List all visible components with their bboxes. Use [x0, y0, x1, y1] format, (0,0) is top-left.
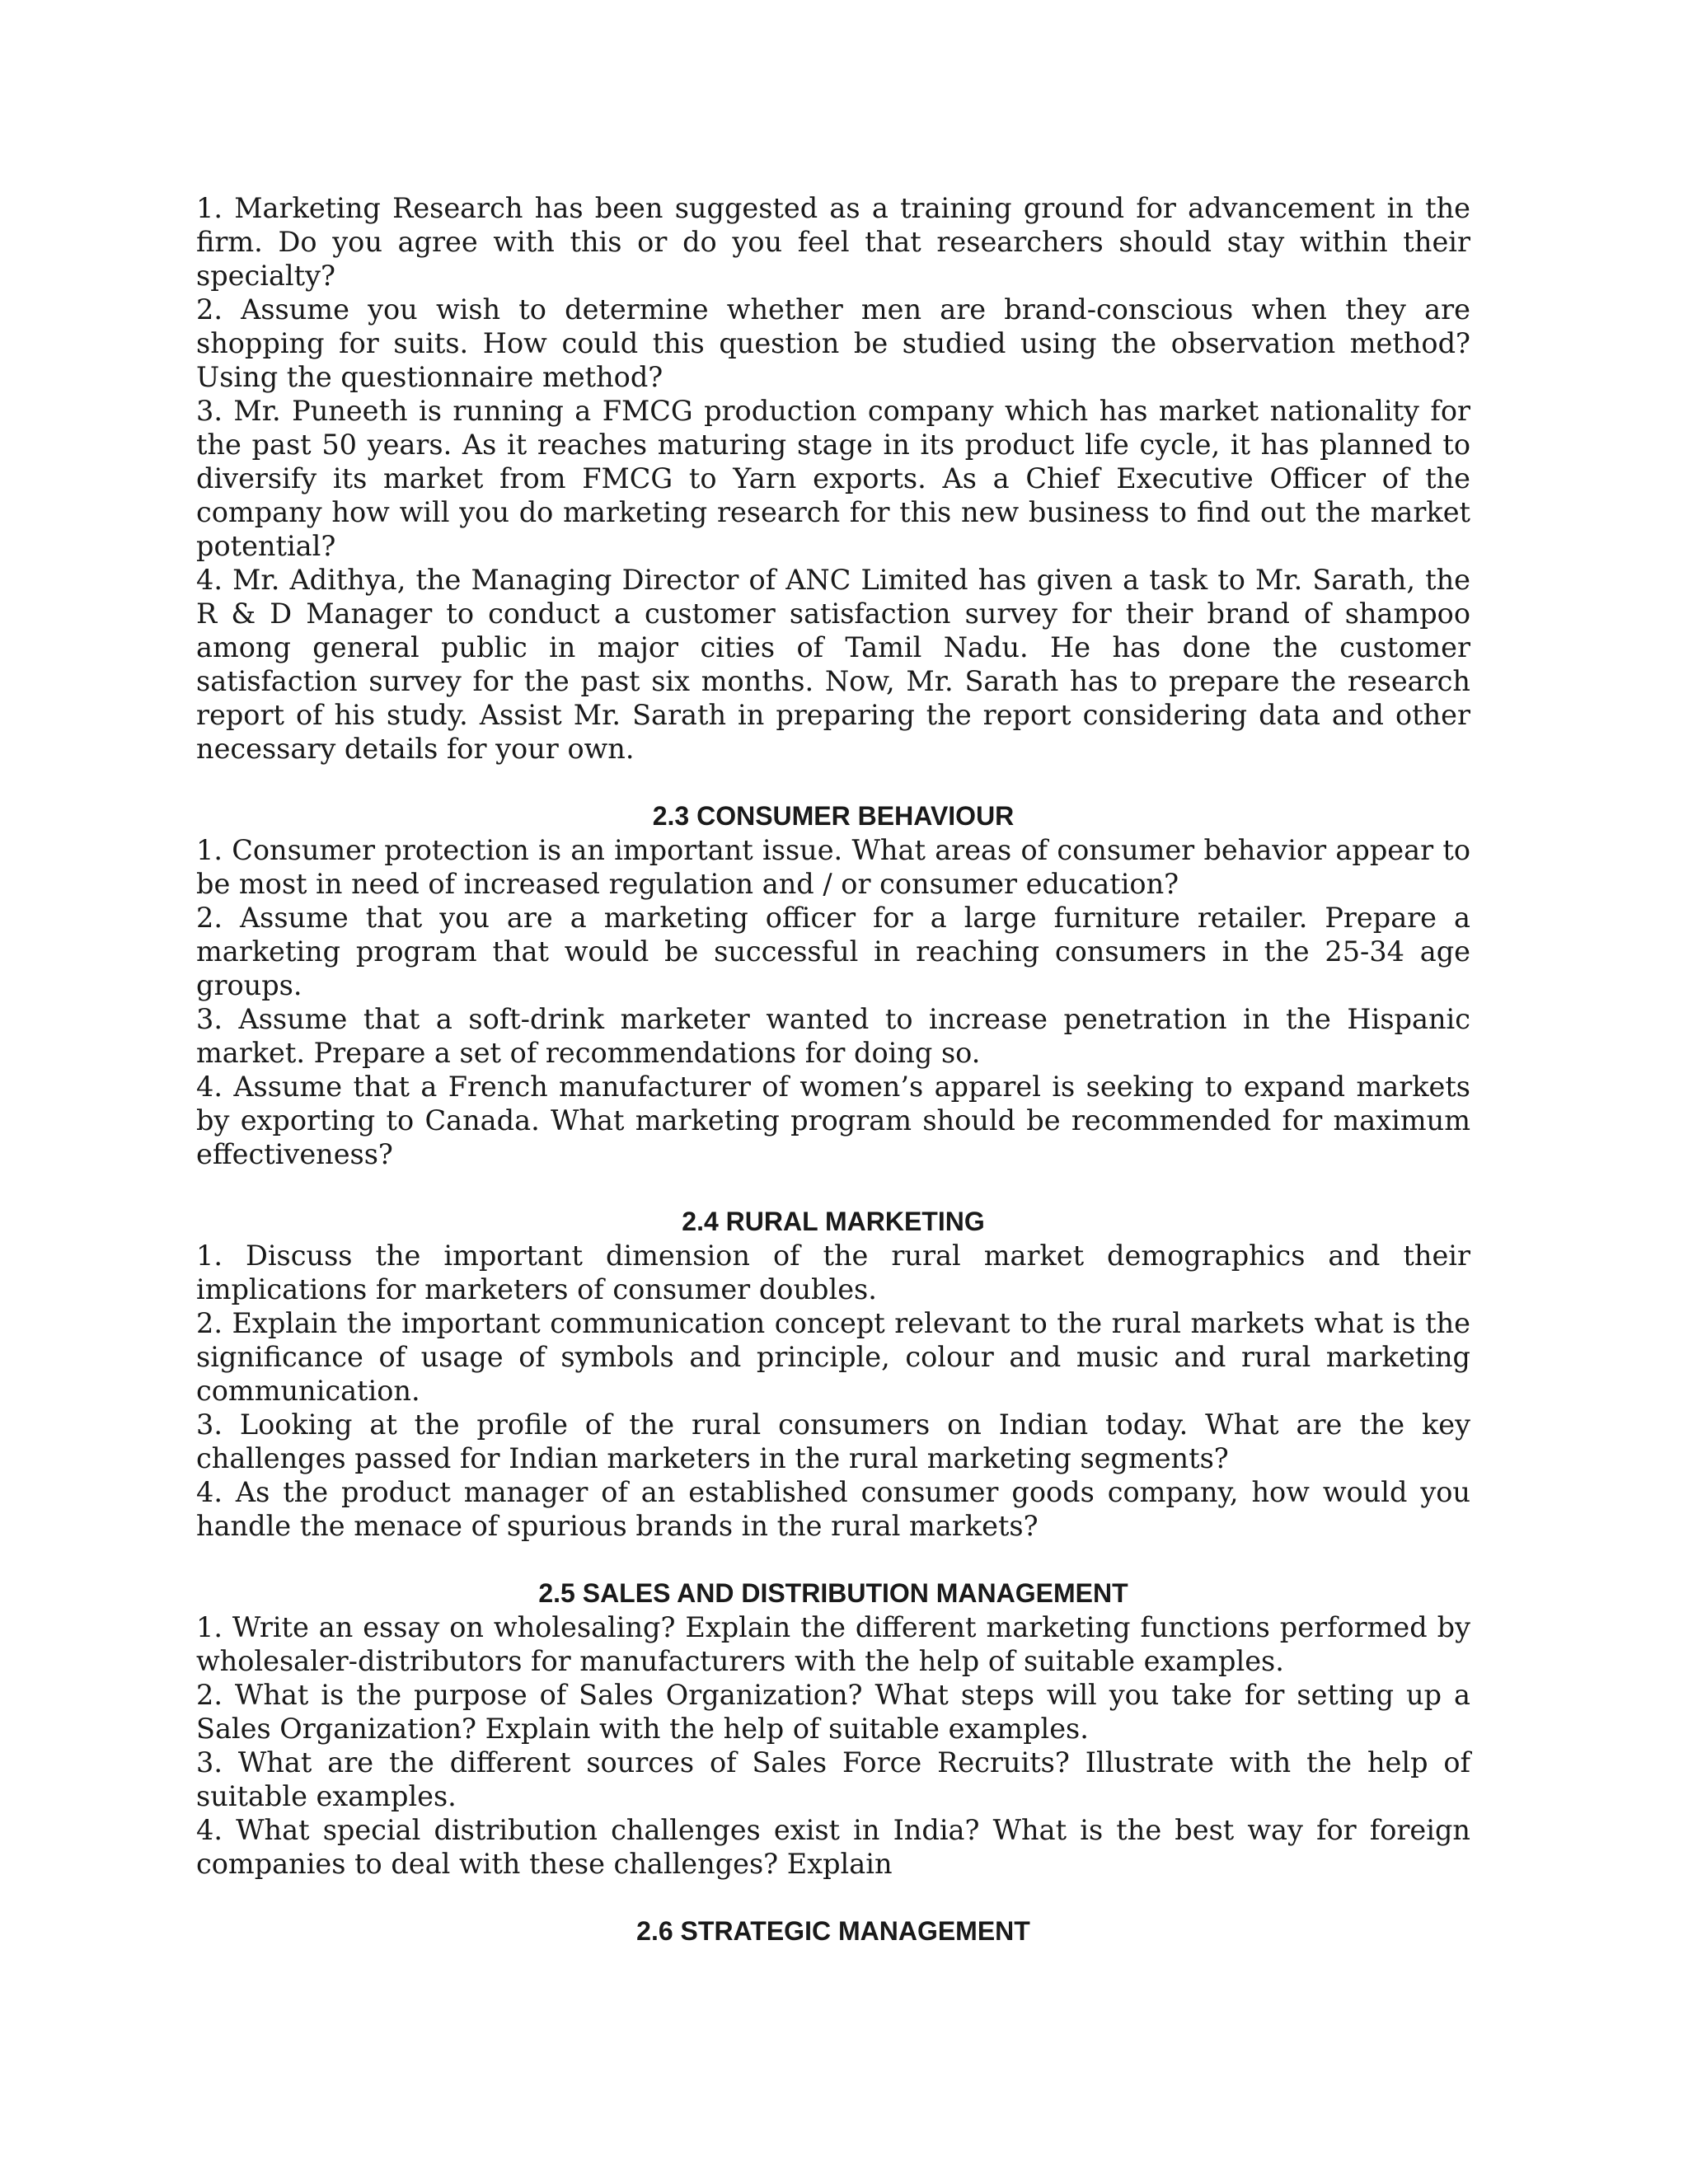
- question-item: 4. What special distribution challenges exist in India? What is the best way for foreign companies to deal with these challenges? Explain: [196, 1814, 1470, 1880]
- section-strategic-management: [196, 1915, 1470, 1948]
- intro-question-list: [196, 191, 1470, 766]
- question-item: 1. Marketing Research has been suggested as a training ground for advancement in the firm. Do you agree with this or do you feel that researchers should stay within their specialty?: [196, 192, 1470, 292]
- section-sales-distribution: [196, 1577, 1470, 1881]
- question-item: 3. Mr. Puneeth is running a FMCG production company which has market nationality for the past 50 years. As it reaches maturing stage in its product life cycle, it has planned to diversify its market from FMCG to Yarn exports. As a Chief Executive Officer of the company how will you do marketing research for this new business to find out the market potential?: [196, 395, 1470, 562]
- question-item: 1. Discuss the important dimension of the rural market demographics and their implications for marketers of consumer doubles.: [196, 1240, 1470, 1305]
- question-item: 4. Assume that a French manufacturer of women’s apparel is seeking to expand markets by exporting to Canada. What marketing program should be recommended for maximum effectiveness?: [196, 1071, 1470, 1170]
- question-item: 1. Consumer protection is an important issue. What areas of consumer behavior appear to be most in need of increased regulation and / or consumer education?: [196, 834, 1470, 900]
- section-heading: 2.5 SALES AND DISTRIBUTION MANAGEMENT: [538, 1578, 1128, 1608]
- section-heading: 2.3 CONSUMER BEHAVIOUR: [652, 801, 1015, 831]
- section-heading: 2.4 RURAL MARKETING: [682, 1207, 985, 1236]
- question-item: 3. What are the different sources of Sales Force Recruits? Illustrate with the help of suitable examples.: [196, 1746, 1470, 1812]
- question-item: 1. Write an essay on wholesaling? Explain the different marketing functions performed by wholesaler-distributors for manufacturers with the help of suitable examples.: [196, 1611, 1470, 1677]
- question-item: 4. As the product manager of an established consumer goods company, how would you handle the menace of spurious brands in the rural markets?: [196, 1476, 1470, 1542]
- question-item: 2. Explain the important communication concept relevant to the rural markets what is the significance of usage of symbols and principle, colour and music and rural marketing communication.: [196, 1307, 1470, 1407]
- question-item: 4. Mr. Adithya, the Managing Director of ANC Limited has given a task to Mr. Sarath, the R & D Manager to conduct a customer satisfaction survey for their brand of shampoo among general public in major cities of Tamil Nadu. He has done the customer satisfaction survey for the past six months. Now, Mr. Sarath has to prepare the research report of his study. Assist Mr. Sarath in preparing the report considering data and other necessary details for your own.: [196, 564, 1470, 765]
- question-item: 2. Assume that you are a marketing officer for a large furniture retailer. Prepare a marketing program that would be successful in reaching consumers in the 25-34 age groups.: [196, 902, 1470, 1001]
- question-item: 2. What is the purpose of Sales Organization? What steps will you take for setting up a Sales Organization? Explain with the help of suitable examples.: [196, 1679, 1470, 1745]
- question-item: 2. Assume you wish to determine whether men are brand-conscious when they are shopping for suits. How could this question be studied using the observation method? Using the questionnaire method?: [196, 293, 1470, 393]
- document-page: [196, 191, 1470, 1948]
- section-heading: 2.6 STRATEGIC MANAGEMENT: [636, 1916, 1030, 1946]
- question-item: 3. Assume that a soft-drink marketer wanted to increase penetration in the Hispanic market. Prepare a set of recommendations for doing so.: [196, 1003, 1470, 1069]
- question-item: 3. Looking at the profile of the rural consumers on Indian today. What are the key challenges passed for Indian marketers in the rural marketing segments?: [196, 1408, 1470, 1474]
- section-rural-marketing: [196, 1205, 1470, 1543]
- section-consumer-behaviour: [196, 799, 1470, 1171]
